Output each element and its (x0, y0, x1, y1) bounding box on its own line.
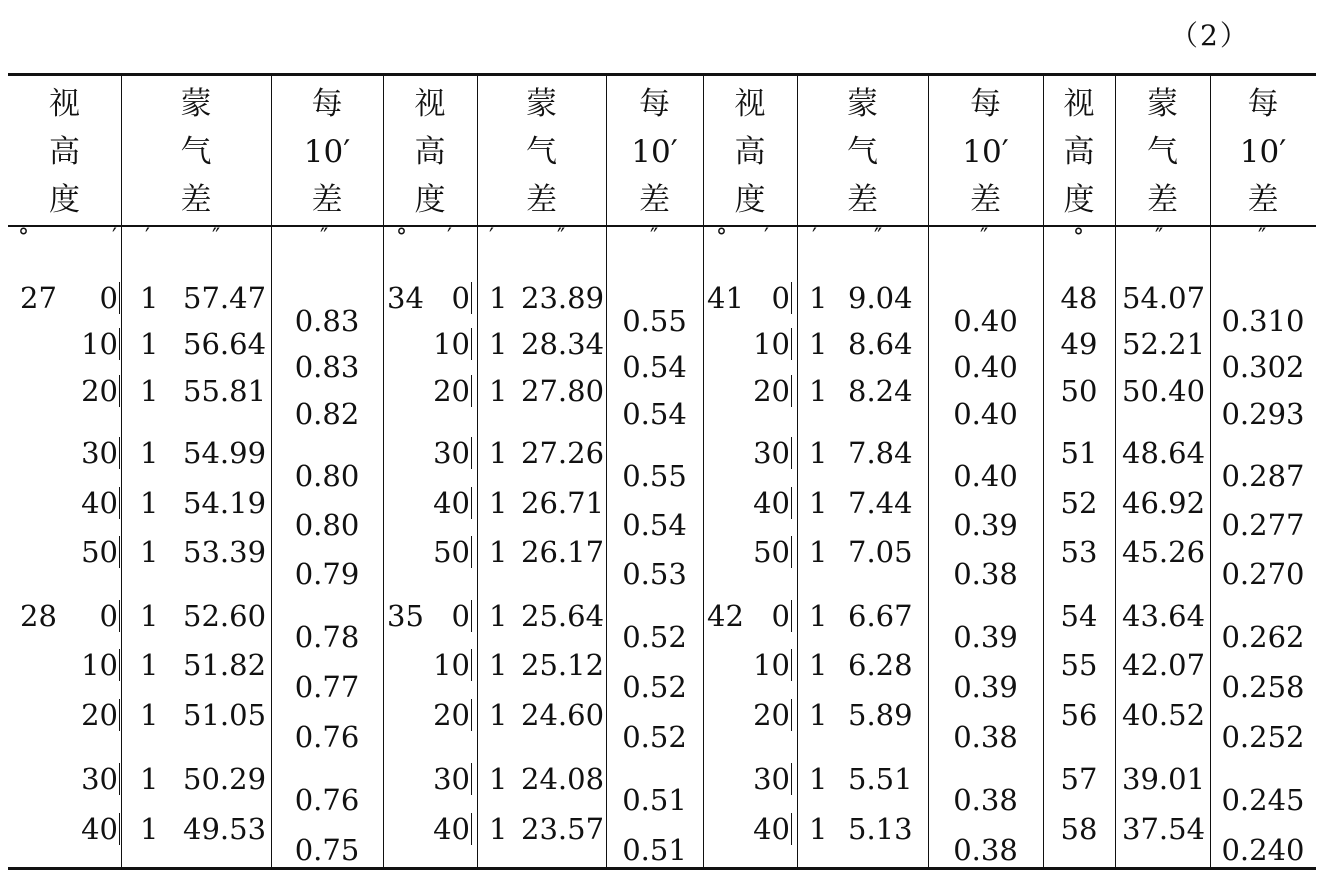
refraction-seconds: 25.12 (521, 648, 605, 682)
header-char: 气 (180, 134, 212, 170)
refraction-seconds: 52.21 (1122, 327, 1206, 361)
altitude-minutes: 30 (753, 762, 790, 796)
refraction-seconds: 27.26 (521, 436, 605, 470)
refraction-seconds: 49.53 (183, 812, 267, 846)
diff-value: 0.38 (953, 720, 1018, 754)
header-char: 差 (1147, 182, 1178, 218)
header-char: 视 (1063, 86, 1095, 122)
altitude-degrees: 53 (1060, 535, 1098, 569)
diff-value: 0.52 (622, 620, 687, 654)
header-char: 高 (49, 134, 80, 170)
altitude-degrees: 55 (1060, 648, 1098, 682)
refraction-seconds: 28.34 (521, 327, 605, 361)
altitude-minutes: 40 (753, 486, 790, 520)
unit-symbol: ″ (1155, 225, 1164, 250)
header-char: 蒙 (180, 86, 212, 122)
header-char: 每 (1247, 86, 1279, 122)
altitude-minutes: 20 (753, 698, 790, 732)
unit-symbol: ′ (447, 225, 452, 250)
unit-symbol: ″ (874, 225, 883, 250)
diff-value: 0.293 (1221, 397, 1305, 431)
diff-per-10min-header (271, 82, 383, 222)
unit-symbol: ″ (212, 225, 221, 250)
diff-value: 0.79 (294, 557, 360, 591)
header-char: 气 (526, 134, 557, 170)
diff-value: 0.75 (294, 833, 360, 867)
refraction-seconds: 50.40 (1122, 374, 1206, 408)
refraction-minutes: 1 (809, 648, 828, 682)
header-char: 差 (180, 182, 212, 218)
header-char: 10′ (1239, 134, 1287, 170)
cell-tick (471, 600, 472, 632)
altitude-degrees: 50 (1060, 374, 1098, 408)
header-char: 高 (1063, 134, 1095, 170)
refraction-seconds: 55.81 (183, 374, 267, 408)
refraction-minutes: 1 (809, 436, 828, 470)
diff-value: 0.40 (953, 304, 1018, 338)
unit-symbol: ″ (1258, 225, 1267, 250)
cell-tick (791, 649, 792, 681)
header-char: 10′ (631, 134, 678, 170)
refraction-seconds: 54.07 (1122, 281, 1206, 315)
diff-value: 0.39 (953, 508, 1018, 542)
refraction-seconds: 8.64 (848, 327, 913, 361)
unit-symbol: ″ (557, 225, 566, 250)
refraction-seconds: 6.28 (848, 648, 913, 682)
refraction-header (797, 82, 928, 222)
refraction-minutes: 1 (489, 599, 508, 633)
refraction-minutes: 1 (489, 374, 508, 408)
cell-tick (119, 282, 120, 314)
altitude-degrees: 28 (20, 599, 57, 633)
unit-symbol: ″ (650, 225, 659, 250)
cell-tick (471, 328, 472, 360)
diff-value: 0.40 (953, 350, 1018, 384)
altitude-minutes: 0 (771, 599, 790, 633)
refraction-minutes: 1 (140, 648, 159, 682)
refraction-seconds: 25.64 (521, 599, 605, 633)
refraction-minutes: 1 (489, 535, 508, 569)
altitude-minutes: 10 (753, 648, 790, 682)
cell-tick (471, 649, 472, 681)
header-char: 差 (311, 182, 343, 218)
unit-symbol: ′ (489, 225, 494, 250)
altitude-minutes: 30 (753, 436, 790, 470)
header-char: 视 (734, 86, 766, 122)
refraction-seconds: 56.64 (183, 327, 267, 361)
diff-per-10min-header (1210, 82, 1316, 222)
refraction-minutes: 1 (140, 436, 159, 470)
refraction-seconds: 51.05 (183, 698, 267, 732)
diff-value: 0.39 (953, 620, 1018, 654)
diff-per-10min-header (928, 82, 1043, 222)
refraction-minutes: 1 (489, 327, 508, 361)
altitude-minutes: 40 (753, 812, 790, 846)
refraction-minutes: 1 (140, 599, 159, 633)
diff-value: 0.76 (294, 783, 360, 817)
header-char: 每 (311, 86, 343, 122)
altitude-minutes: 20 (753, 374, 790, 408)
refraction-seconds: 24.08 (521, 762, 605, 796)
refraction-minutes: 1 (140, 698, 159, 732)
cell-tick (119, 649, 120, 681)
unit-symbol: ″ (980, 225, 989, 250)
refraction-seconds: 46.92 (1122, 486, 1206, 520)
cell-tick (119, 437, 120, 469)
diff-value: 0.54 (622, 350, 687, 384)
refraction-seconds: 40.52 (1122, 698, 1206, 732)
altitude-degrees: 58 (1060, 812, 1098, 846)
header-char: 10′ (303, 134, 351, 170)
altitude-minutes: 10 (81, 327, 118, 361)
diff-value: 0.40 (953, 397, 1018, 431)
header-char: 差 (847, 182, 878, 218)
altitude-minutes: 30 (433, 436, 470, 470)
diff-value: 0.252 (1221, 720, 1305, 754)
refraction-minutes: 1 (489, 436, 508, 470)
altitude-minutes: 0 (99, 599, 118, 633)
diff-value: 0.80 (294, 459, 360, 493)
altitude-degrees: 57 (1060, 762, 1098, 796)
refraction-seconds: 27.80 (521, 374, 605, 408)
altitude-minutes: 0 (771, 281, 790, 315)
diff-value: 0.55 (622, 459, 687, 493)
header-char: 10′ (962, 134, 1009, 170)
unit-symbol: ′ (764, 225, 769, 250)
diff-value: 0.51 (622, 833, 687, 867)
diff-value: 0.80 (294, 508, 360, 542)
diff-value: 0.38 (953, 783, 1018, 817)
altitude-minutes: 40 (433, 486, 470, 520)
diff-value: 0.258 (1221, 670, 1305, 704)
refraction-seconds: 37.54 (1122, 812, 1206, 846)
cell-tick (119, 536, 120, 568)
header-char: 高 (414, 134, 446, 170)
diff-value: 0.83 (294, 304, 360, 338)
refraction-seconds: 5.13 (848, 812, 913, 846)
cell-tick (471, 536, 472, 568)
diff-per-10min-header (606, 82, 703, 222)
altitude-degrees: 48 (1060, 281, 1098, 315)
cell-tick (471, 699, 472, 731)
cell-tick (471, 813, 472, 845)
altitude-degrees: 35 (387, 599, 424, 633)
diff-value: 0.39 (953, 670, 1018, 704)
unit-symbol: ′ (112, 225, 117, 250)
table-header-rule (8, 225, 1316, 227)
diff-value: 0.78 (294, 620, 360, 654)
table-top-rule (8, 73, 1316, 76)
refraction-seconds: 26.71 (521, 486, 605, 520)
unit-symbol: ° (1073, 225, 1084, 250)
refraction-minutes: 1 (809, 535, 828, 569)
cell-tick (791, 328, 792, 360)
cell-tick (791, 437, 792, 469)
altitude-minutes: 40 (81, 812, 118, 846)
altitude-minutes: 10 (753, 327, 790, 361)
unit-symbol: ′ (145, 225, 150, 250)
diff-value: 0.40 (953, 459, 1018, 493)
diff-value: 0.310 (1221, 304, 1305, 338)
refraction-seconds: 9.04 (848, 281, 913, 315)
cell-tick (791, 536, 792, 568)
refraction-seconds: 57.47 (183, 281, 267, 315)
page-label: （2） (1170, 19, 1250, 52)
diff-value: 0.270 (1221, 557, 1305, 591)
altitude-header (8, 82, 121, 222)
refraction-minutes: 1 (140, 535, 159, 569)
diff-value: 0.240 (1221, 833, 1305, 867)
cell-tick (119, 487, 120, 519)
header-char: 蒙 (526, 86, 557, 122)
refraction-minutes: 1 (809, 599, 828, 633)
header-char: 视 (49, 86, 80, 122)
altitude-degrees: 42 (707, 599, 744, 633)
diff-value: 0.52 (622, 720, 687, 754)
refraction-minutes: 1 (809, 327, 828, 361)
altitude-minutes: 40 (433, 812, 470, 846)
altitude-minutes: 0 (99, 281, 118, 315)
refraction-seconds: 43.64 (1122, 599, 1206, 633)
refraction-seconds: 52.60 (183, 599, 267, 633)
header-char: 每 (970, 86, 1001, 122)
refraction-seconds: 5.51 (848, 762, 913, 796)
altitude-minutes: 20 (433, 374, 470, 408)
diff-value: 0.54 (622, 508, 687, 542)
diff-value: 0.83 (294, 350, 360, 384)
altitude-degrees: 51 (1060, 436, 1098, 470)
table-bottom-rule (8, 867, 1316, 870)
altitude-header (383, 82, 477, 222)
refraction-seconds: 39.01 (1122, 762, 1206, 796)
altitude-degrees: 34 (387, 281, 424, 315)
refraction-seconds: 23.57 (521, 812, 605, 846)
refraction-minutes: 1 (489, 281, 508, 315)
diff-value: 0.38 (953, 557, 1018, 591)
refraction-header (477, 82, 606, 222)
header-char: 视 (414, 86, 446, 122)
altitude-degrees: 56 (1060, 698, 1098, 732)
diff-value: 0.38 (953, 833, 1018, 867)
header-char: 蒙 (1147, 86, 1178, 122)
altitude-minutes: 40 (81, 486, 118, 520)
cell-tick (119, 328, 120, 360)
diff-value: 0.52 (622, 670, 687, 704)
diff-value: 0.245 (1221, 783, 1305, 817)
refraction-seconds: 6.67 (848, 599, 913, 633)
header-char: 差 (970, 182, 1001, 218)
header-char: 差 (1247, 182, 1279, 218)
header-char: 度 (414, 182, 446, 218)
altitude-degrees: 49 (1060, 327, 1098, 361)
cell-tick (791, 813, 792, 845)
altitude-header (703, 82, 797, 222)
refraction-seconds: 54.19 (183, 486, 267, 520)
refraction-seconds: 54.99 (183, 436, 267, 470)
header-char: 气 (847, 134, 878, 170)
refraction-minutes: 1 (140, 762, 159, 796)
diff-value: 0.82 (294, 397, 360, 431)
refraction-minutes: 1 (489, 812, 508, 846)
header-char: 气 (1147, 134, 1178, 170)
refraction-seconds: 7.44 (848, 486, 913, 520)
cell-tick (791, 763, 792, 795)
diff-value: 0.277 (1221, 508, 1305, 542)
altitude-minutes: 20 (433, 698, 470, 732)
refraction-seconds: 50.29 (183, 762, 267, 796)
cell-tick (791, 699, 792, 731)
refraction-header (121, 82, 271, 222)
unit-symbol: ′ (812, 225, 817, 250)
refraction-minutes: 1 (489, 698, 508, 732)
refraction-seconds: 23.89 (521, 281, 605, 315)
refraction-minutes: 1 (809, 486, 828, 520)
refraction-minutes: 1 (809, 281, 828, 315)
refraction-seconds: 5.89 (848, 698, 913, 732)
cell-tick (471, 487, 472, 519)
diff-value: 0.262 (1221, 620, 1305, 654)
header-char: 差 (526, 182, 557, 218)
diff-value: 0.77 (294, 670, 360, 704)
cell-tick (119, 375, 120, 407)
unit-symbol: ° (18, 225, 29, 250)
refraction-minutes: 1 (809, 762, 828, 796)
diff-value: 0.287 (1221, 459, 1305, 493)
header-char: 高 (734, 134, 766, 170)
altitude-minutes: 50 (753, 535, 790, 569)
refraction-seconds: 51.82 (183, 648, 267, 682)
diff-value: 0.55 (622, 304, 687, 338)
altitude-minutes: 20 (81, 374, 118, 408)
altitude-minutes: 30 (81, 436, 118, 470)
refraction-minutes: 1 (140, 486, 159, 520)
altitude-minutes: 10 (81, 648, 118, 682)
cell-tick (119, 813, 120, 845)
header-char: 蒙 (847, 86, 878, 122)
refraction-minutes: 1 (489, 648, 508, 682)
altitude-minutes: 30 (81, 762, 118, 796)
refraction-minutes: 1 (489, 762, 508, 796)
cell-tick (471, 282, 472, 314)
altitude-minutes: 0 (451, 281, 470, 315)
refraction-minutes: 1 (809, 698, 828, 732)
cell-tick (119, 600, 120, 632)
cell-tick (471, 437, 472, 469)
altitude-degrees: 27 (20, 281, 57, 315)
refraction-seconds: 45.26 (1122, 535, 1206, 569)
refraction-minutes: 1 (809, 812, 828, 846)
altitude-minutes: 10 (433, 327, 470, 361)
refraction-minutes: 1 (489, 486, 508, 520)
altitude-minutes: 50 (433, 535, 470, 569)
altitude-degrees: 54 (1060, 599, 1098, 633)
header-char: 每 (639, 86, 670, 122)
refraction-seconds: 48.64 (1122, 436, 1206, 470)
altitude-header (1043, 82, 1115, 222)
diff-value: 0.53 (622, 557, 687, 591)
refraction-seconds: 7.05 (848, 535, 913, 569)
altitude-minutes: 10 (433, 648, 470, 682)
refraction-minutes: 1 (140, 281, 159, 315)
refraction-minutes: 1 (140, 812, 159, 846)
header-char: 度 (734, 182, 766, 218)
header-char: 差 (639, 182, 670, 218)
refraction-seconds: 53.39 (183, 535, 267, 569)
refraction-header (1115, 82, 1210, 222)
refraction-seconds: 26.17 (521, 535, 605, 569)
cell-tick (791, 375, 792, 407)
diff-value: 0.302 (1221, 350, 1305, 384)
cell-tick (471, 763, 472, 795)
diff-value: 0.54 (622, 397, 687, 431)
header-char: 度 (49, 182, 80, 218)
unit-symbol: ° (716, 225, 727, 250)
cell-tick (119, 763, 120, 795)
refraction-minutes: 1 (140, 327, 159, 361)
refraction-seconds: 24.60 (521, 698, 605, 732)
header-char: 度 (1063, 182, 1095, 218)
unit-symbol: ° (396, 225, 407, 250)
altitude-minutes: 0 (451, 599, 470, 633)
refraction-seconds: 8.24 (848, 374, 913, 408)
refraction-minutes: 1 (809, 374, 828, 408)
altitude-minutes: 30 (433, 762, 470, 796)
altitude-degrees: 52 (1060, 486, 1098, 520)
altitude-minutes: 50 (81, 535, 118, 569)
cell-tick (471, 375, 472, 407)
cell-tick (791, 487, 792, 519)
refraction-seconds: 42.07 (1122, 648, 1206, 682)
altitude-degrees: 41 (707, 281, 744, 315)
refraction-seconds: 7.84 (848, 436, 913, 470)
altitude-minutes: 20 (81, 698, 118, 732)
cell-tick (791, 600, 792, 632)
diff-value: 0.51 (622, 783, 687, 817)
unit-symbol: ″ (320, 225, 329, 250)
cell-tick (791, 282, 792, 314)
refraction-minutes: 1 (140, 374, 159, 408)
cell-tick (119, 699, 120, 731)
diff-value: 0.76 (294, 720, 360, 754)
